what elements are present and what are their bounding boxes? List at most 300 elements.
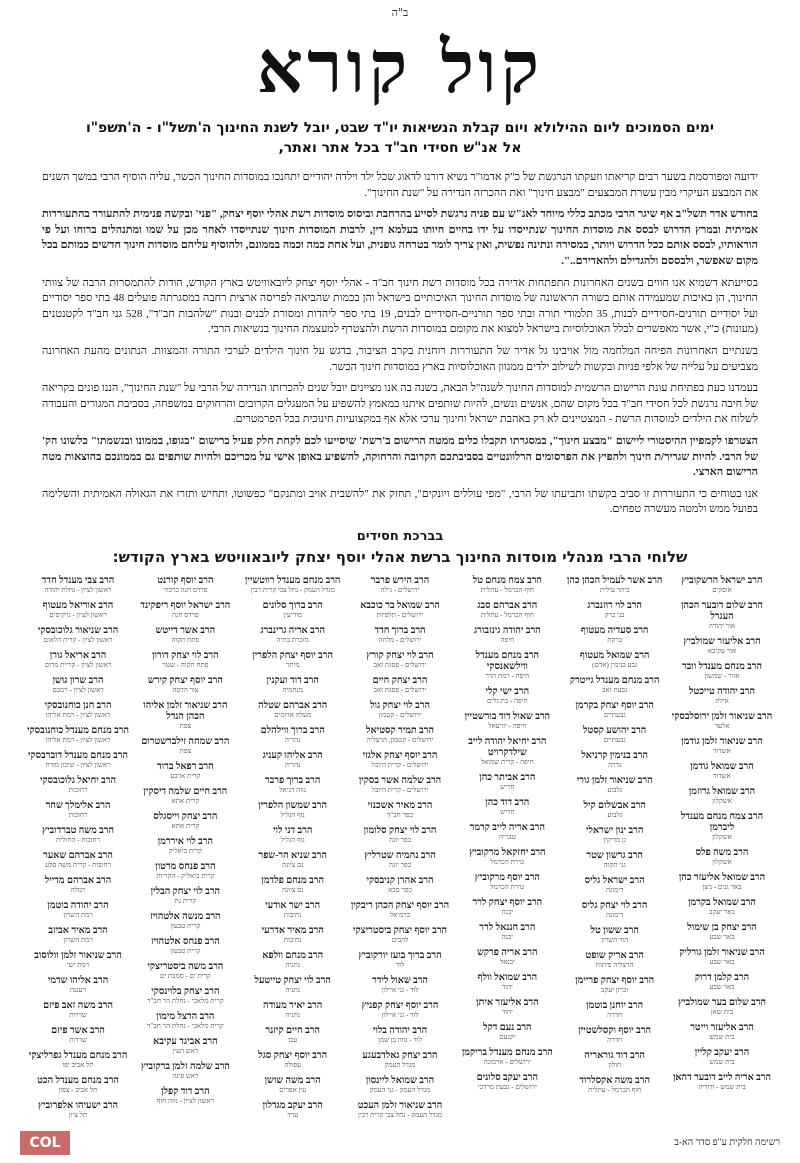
signatory-place: עפולה — [284, 1060, 302, 1069]
signatory-place: קרית גת — [174, 896, 197, 905]
signatory-place: מעלה אדומים — [274, 710, 312, 719]
signatory-place: חדרה — [607, 1010, 623, 1019]
signatory-name: הרב מאיר אשכנזי — [367, 799, 433, 811]
signatory-name: הרב יוחנן בוטמן — [586, 999, 644, 1011]
signatory-entry — [670, 1072, 774, 1092]
signatory-name: הרב יצחק בלוינסקי — [151, 985, 220, 997]
signatory-place: הרצליה פיתוח — [595, 960, 634, 969]
signatory-place: חיפה - בת גלים — [487, 696, 528, 705]
signatory-name: הרב שלמה אשר בסקין — [358, 774, 442, 786]
signatory-place: אשקלון — [712, 832, 732, 841]
signatory-name: הרב דוד כהן — [485, 796, 530, 808]
signatory-name: הרב יוסף יצחק הכהן ריבקין — [350, 899, 450, 911]
signatory-place: תל ציון — [68, 1110, 88, 1119]
signatory-entry — [670, 600, 774, 631]
signatory-name: הרב מאיר אדרעי — [261, 924, 324, 936]
signatory-name: הרב אביתר כהן — [479, 771, 536, 783]
signatory-place: גלבוע — [607, 785, 623, 794]
signatory-place: חוף הכרמל - עתלית — [588, 1085, 642, 1094]
signatory-place: קרית ים - סמבת ים — [159, 971, 211, 980]
signatory-place: ירושלים - תלפיות — [376, 610, 424, 619]
signatory-name: הרב יוסף יצחק קירש — [147, 674, 223, 686]
signatory-place: גבע בנימין (אדם) — [592, 660, 638, 669]
signatory-entry — [563, 625, 667, 645]
signatory-name: הרב יוסף יצחק סגל — [258, 1049, 328, 1061]
signatory-name: הרב אברהם שאער — [43, 849, 113, 861]
paragraph: בעמדנו כעת בפתיחת עונת הרישום הרשמית למוסדות החינוך לשנה"ל הבאה, בשנה בה אנו מציינים יובל שנים להכרזתו הנדירה של הרבי על "שנת החינוך", הננו פונים בקריאה של חיבה נרגשת לכל חסידי חב"ד בכל מקום שהם, אנשים ונשים, להיות שותפים איתנו במאמץ להשפיע על המעגלים הקרובים והרחוקים במשפחה, בסביבת המגורים והעבודה לשלוח את הילדים למוסדות הרשת - המצטיינים לא רק באהבת ישראל וחינוך ערכי אלא אף במקצועיות חינוכית בכל הפרמטרים. — [42, 382, 758, 426]
signatory-place: רחובות - קרית משה סלע — [45, 860, 111, 869]
signatory-place: גבעתיים — [603, 710, 626, 719]
signatory-name: הרב שמחה זילברשטרום — [141, 735, 230, 747]
signatory-name: הרב יהודה בוטמן — [47, 899, 109, 911]
signatory-entry — [563, 925, 667, 945]
signatory-entry — [670, 636, 774, 656]
signatory-name: הרב אברהם מדייל — [44, 874, 112, 886]
signatory-place: לוד - גני איילון — [381, 1010, 419, 1019]
signatory-name: הרב אליעזר שמולביץ — [683, 635, 761, 647]
signatory-entry — [670, 897, 774, 917]
signatory-name: הרב יוסף מרקוביץ — [474, 871, 540, 883]
signatory-entry — [348, 975, 452, 995]
signatory-place: אופקים — [712, 585, 732, 594]
signatory-place: פתח תקוה - שטר — [162, 660, 209, 669]
signatory-name: הרב קלמן דרוק — [694, 971, 750, 983]
signatory-entry — [670, 872, 774, 892]
signatory-name: הרב יוסף וקסלשטיין — [578, 1024, 651, 1036]
signatory-entry — [26, 1075, 130, 1095]
signatory-entry — [133, 836, 237, 856]
signatory-place: פתח תקוה — [171, 635, 200, 644]
signatory-name: הרב ברוך חדד — [374, 624, 426, 636]
subtitle-line-2: אל אנ"ש חסידי חב"ד בכל אתר ואתר, — [278, 140, 522, 156]
signatory-entry — [26, 775, 130, 795]
signatory-name: הרב אוריאל מעטוף — [42, 599, 114, 611]
signatory-name: הרב לוי רוזנברג — [587, 599, 642, 611]
signatory-entry — [670, 736, 774, 756]
paragraph: בשנתיים האחרונות הפיחה המלחמה מול אויבינו גל אדיר של התעוררות רוחנית בקרב הציבור, בדגש על חינוך הילדים לערכי התורה והמצוות. הנתונים מהעת האחרונה מצביעים על עלייה של אלפי פניות ובקשות לשילוב ילדים ממגוון האוכלוסיות בארץ במוסדות חינוך הכשר. — [42, 344, 758, 373]
signatory-name: הרב שלום בער שמולביץ — [677, 996, 767, 1008]
signatory-name: הרב שניאור זלמן אליהו הכהן הנדל — [143, 699, 228, 722]
signatory-entry — [241, 900, 345, 920]
signatory-name: הרב הירש פרבר — [370, 574, 430, 586]
signatory-entry — [241, 1050, 345, 1070]
signatory-entry — [133, 600, 237, 620]
signatory-entry — [563, 875, 667, 895]
signatory-name: הרב ברוך ווילהלם — [260, 724, 325, 736]
signatory-name: הרב יעקב קליין — [694, 1046, 750, 1058]
signatory-entry — [563, 850, 667, 870]
signatory-name: הרב מנחם מענדל גייטרק — [569, 674, 660, 686]
signatory-name: הרב ישראל גליס — [584, 874, 645, 886]
signatory-entry — [348, 950, 452, 970]
signatory-entry — [348, 1025, 452, 1045]
signatory-entry — [348, 825, 452, 845]
signatory-place: קרית אתא — [171, 796, 200, 805]
signatory-entry — [241, 1075, 345, 1095]
signatory-entry — [241, 825, 345, 845]
signatory-place: בני ברק — [604, 610, 625, 619]
signatory-entry — [563, 675, 667, 695]
signatory-name: הרב שאול לידר — [372, 974, 428, 986]
signatory-name: הרב לוי יצחק סלומון — [363, 824, 437, 836]
signatory-name: הרב אריה פרקש — [477, 946, 538, 958]
signatory-name: הרב יצחק בן שימול — [687, 921, 757, 933]
signatory-place: ירושלים - מלחה — [378, 635, 422, 644]
signatory-place: טבריה — [498, 832, 516, 841]
signatory-place: זכרון יעקב — [601, 985, 629, 994]
signatory-place: ירושלים - ארמונה — [483, 1057, 531, 1066]
signatory-place: ראשון לציון - קרית הלאום — [43, 635, 113, 644]
signatory-place: יבנה — [501, 932, 514, 941]
signatory-place: חיפה - רמת הדר — [485, 671, 530, 680]
signatory-name: הרב חיים קיזנר — [265, 1024, 320, 1036]
signatory-place: אשקלון — [712, 796, 732, 805]
signatory-entry — [348, 600, 452, 620]
signatory-entry — [241, 875, 345, 895]
signatory-place: מנחמיה — [282, 685, 303, 694]
signatory-name: הרב בנימין קרניאל — [581, 749, 649, 761]
signatory-name: הרב יוסף יצחק ביסטריצקי — [352, 924, 448, 936]
signatory-place: גבעת זאב — [602, 685, 628, 694]
signatory-name: הרב צמח מנחם טל — [472, 574, 542, 586]
signatory-place: ירושלים - קטמון — [378, 710, 422, 719]
signatory-place: ראשון לציון - רמת אליהו — [45, 735, 111, 744]
signatory-name: הרב ישר אודעי — [265, 899, 321, 911]
signatory-name: הרב ישעיהו אלפרוביץ — [38, 1099, 119, 1111]
signatory-entry — [455, 972, 559, 992]
signatory-entry — [26, 900, 130, 920]
signatory-entry — [670, 811, 774, 842]
signatory-name: הרב שלמה זלמן ברקוביץ — [140, 1060, 230, 1072]
signatory-name: הרב שניאור זלמן וולוסוב — [34, 949, 122, 961]
signatory-name: הרב הרצל מימון — [156, 1010, 215, 1022]
signatory-place: חיפה — [500, 635, 515, 644]
signatory-name: הרב יצחק גאלדבעגע — [362, 1049, 438, 1061]
signatory-name: הרב אהרן קניבסקי — [366, 874, 434, 886]
signatory-place: ירושלים - גבעת מרדכי — [477, 1082, 537, 1091]
signatory-entry — [26, 650, 130, 670]
signatory-entry — [670, 786, 774, 806]
signatory-place: באר שבע — [709, 932, 735, 941]
signatory-name: הרב יוסף יצחק בקרמן — [575, 699, 654, 711]
signatory-entry — [241, 950, 345, 970]
signatory-name: הרב יוסף יצחק הלפרין — [252, 649, 334, 661]
signatory-place: נוף הגליל — [280, 810, 305, 819]
signatory-name: הרב מנחם וולפא — [262, 949, 324, 961]
signatory-place: ראשון לציון - שיכון מזרח — [45, 760, 111, 769]
blessing-line-1: בברכת חסידים — [356, 528, 444, 544]
signatory-entry — [241, 600, 345, 620]
signatory-name: הרב אריה גרינברג — [260, 624, 325, 636]
signatory-name: הרב מנחם מענדל ווילשאנסקי — [475, 649, 540, 672]
signatory-name: הרב מאיר אביזב — [48, 924, 108, 936]
signatory-name: הרב לוי יצחק הבלין — [150, 885, 221, 897]
body-text — [42, 170, 758, 518]
signatory-entry — [455, 922, 559, 942]
signatory-name: הרב ברוך סלונים — [262, 599, 323, 611]
signatory-place: שדרות — [69, 1010, 87, 1019]
signatory-name: הרב פנחס אלטהויז — [150, 935, 220, 947]
signatory-entry — [455, 625, 559, 645]
signatory-name: הרב אריאל גורן — [49, 649, 107, 661]
signatory-name: הרב ינון ישראלי — [585, 824, 644, 836]
signatory-name: הרב אברהם סבג — [477, 599, 538, 611]
footnote: רשימה חלקית ע"פ סדר הא-ב — [674, 1137, 780, 1148]
signatory-place: קרית מלאכי - נחלת הר חב"ד — [147, 996, 224, 1005]
signatory-entry — [133, 736, 237, 756]
signatory-place: כפר יונה — [388, 835, 412, 844]
signatory-place: ירושלים - קטמון, הרצליה — [366, 735, 434, 744]
signatory-entry — [348, 1075, 452, 1095]
signatory-name: הרב דוד ועקנין — [266, 674, 319, 686]
signatory-place: קרית מלאכי - נחלת הר חב"ד — [147, 1021, 224, 1030]
signatory-entry — [455, 575, 559, 595]
signatory-entry — [348, 650, 452, 670]
signatory-entry — [133, 575, 237, 595]
signatory-place: תל אביב - צפון — [58, 1085, 98, 1094]
signatory-place: נהריה — [284, 735, 301, 744]
signatory-entry — [133, 861, 237, 881]
signatory-place: כפר סבא — [388, 885, 412, 894]
signatory-entry — [670, 997, 774, 1017]
signatory-name: הרב שאול דוד בורשטיין — [464, 710, 551, 722]
signatory-column — [563, 575, 667, 1100]
signatory-entry — [241, 850, 345, 870]
signatory-entry — [133, 1061, 237, 1081]
signatory-place: נהריה — [284, 760, 301, 769]
signatory-name: הרב משה ביסטריצקי — [147, 960, 224, 972]
signatory-name: הרב אריה לייב דובער דהאן — [672, 1071, 772, 1083]
paragraph: בחודש אדר תשל"ב אף שיגר הרבי מכתב כללי מיוחד לאנ"ש עם פניה נרגשת לסייע בהרחבת וביסוס מוסדות רשת אהלי יוסף יצחק, "פני' ובקשה פנימית להתעורר בהתעוררות אמיתית ובמרץ הדרוש לבסס את מוסדות החינוך שנתייסדו על ידו בחיים חיותו בעלמא דין, לרבות המוסדות חינוך שנתייסדו לאחר מכן על שמו ומתנהלים ברוחו ועל פי הוראותיו, לבסס אותם ככל הדרוש ויותר, במסירה ונתינה נפשית, ואין צריך לומר בטרחה גופנית, ועל אחת כמה וכמה בממונם, ולהוסיף עליהם מוסדות חינוך חדשים כמותם בכל מקום שאפשר, ולבססם ולהגדילם ולהאדירם..". — [42, 208, 758, 267]
signatory-name: הרב שמואל אליעזר כהן — [678, 871, 766, 883]
signatory-place: נתיבות — [283, 935, 302, 944]
signatory-place: קרית טבעון — [170, 921, 201, 930]
signatory-name: הרב אליעזר איתן — [476, 996, 539, 1008]
signatory-entry — [26, 1050, 130, 1070]
signatory-place: חדרה — [607, 1035, 623, 1044]
signatory-place: לוד - נווה בן שמן — [378, 1035, 422, 1044]
signatory-entry — [455, 1047, 559, 1067]
signatory-name: הרב דני לוי — [273, 824, 313, 836]
signatory-place: רמלה — [70, 885, 86, 894]
signatory-entry — [670, 575, 774, 595]
signatory-place: באר גנים - ניצן — [702, 882, 742, 891]
signatory-entry — [563, 650, 667, 670]
signatory-place: יהוד — [501, 982, 513, 991]
signatory-entry — [26, 750, 130, 770]
signatory-name: הרב אליעזר וייטר — [690, 1021, 754, 1033]
signatory-place: באר שבע — [709, 957, 735, 966]
signatory-name: הרב יוסף יצחק לרר — [472, 896, 543, 908]
signatory-place: ראש העין — [172, 1046, 199, 1055]
signatory-place: ראשון לציון - רמבם — [52, 685, 104, 694]
signatory-entry — [455, 897, 559, 917]
signatory-entry — [26, 875, 130, 895]
signatory-entry — [133, 675, 237, 695]
signatory-entry — [348, 700, 452, 720]
signatory-place: יבנה — [501, 907, 514, 916]
signatory-name: הרב ששון טל — [590, 924, 639, 936]
signatory-place: ירושלים - פסגת זאב — [373, 660, 427, 669]
signatory-entry — [670, 711, 774, 731]
signatory-entry — [670, 1047, 774, 1067]
signatory-name: הרב יחיאל גלוכובסקי — [40, 774, 117, 786]
signatory-place: מזכרת בתיה — [276, 635, 309, 644]
signatory-name: הרב דוד קפלן — [161, 1085, 210, 1097]
signatory-name: הרב סעדיה מעטוף — [580, 624, 649, 636]
signatory-entry — [241, 1025, 345, 1045]
signatory-name: הרב אריה לייב קרמר — [469, 821, 546, 833]
signatory-entry — [563, 725, 667, 745]
signatory-entry — [26, 925, 130, 945]
signatory-entry — [563, 700, 667, 720]
signatory-place: מגדל העמק - גני העמק — [369, 1085, 431, 1094]
signatory-place: ראשון לציון - נווה חוף — [156, 1096, 215, 1105]
signatory-name: הרב לוי יצחק דורון — [152, 649, 219, 661]
signatory-place: חוף הכרמל - עתלית — [480, 610, 534, 619]
signatory-place: חריש — [500, 782, 515, 791]
signatory-name: הרב שניאור זלמן גורי — [576, 774, 653, 786]
signatory-entry — [455, 600, 559, 620]
signatory-name: הרב מנחם מענדל וובר — [681, 660, 763, 672]
signatory-name: הרב שניאור זלמן גורליק — [679, 946, 765, 958]
signatory-name: הרב שמואל בר כוכבא — [360, 599, 440, 611]
signatory-entry — [455, 772, 559, 792]
signatory-entry — [241, 650, 345, 670]
blessing-line-2: שלוחי הרבי מנהלי מוסדות החינוך ברשת אהלי יוסף יצחק ליובאוויטש בארץ הקודש: — [112, 547, 688, 566]
signatory-entry — [455, 686, 559, 706]
signatory-place: גני תקוה — [603, 860, 626, 869]
signatory-entry — [26, 625, 130, 645]
signatory-entry — [133, 986, 237, 1006]
signatory-entry — [241, 725, 345, 745]
signatory-name: הרב אשר דייטש — [155, 624, 216, 636]
signatory-place: ערד — [287, 1110, 299, 1119]
signatory-entry — [348, 725, 452, 745]
signatory-place: ראשון לציון - נרקיסים — [49, 610, 107, 619]
signatory-name: הרב יוסף יצחק אלגזי — [362, 749, 438, 761]
signatory-entry — [348, 800, 452, 820]
signatory-name: הרב חננאל לרר — [479, 921, 536, 933]
signatory-place: קרית ארבע — [170, 771, 201, 780]
signatory-name: הרב לוי יצחק גליס — [581, 899, 648, 911]
signatory-name: הרב משה אקסלרוד — [579, 1074, 650, 1086]
signatory-name: הרב שניאור זלמן ירוסלבסקי — [671, 710, 773, 722]
signatory-place: בית שמש — [709, 1032, 735, 1041]
signatory-place: מגדל העמק - נחל צבי קרית רבין — [357, 1110, 443, 1119]
signatory-place: להבים — [391, 935, 409, 944]
signatory-entry — [455, 1022, 559, 1042]
signatory-entry — [563, 1050, 667, 1070]
signatory-name: הרב תמיר קסטיאל — [366, 724, 434, 736]
signatory-entry — [348, 575, 452, 595]
signatory-name: הרב שמשון הלפרין — [258, 799, 328, 811]
signatory-entry — [348, 1050, 452, 1070]
signatory-name: הרב צבי מענדל חדד — [41, 574, 115, 586]
signatory-entry — [26, 725, 130, 745]
signatory-entry — [348, 900, 452, 920]
signatory-name: הרב ברוך בועז יורקוביץ — [358, 949, 442, 961]
watermark-logo: COL — [20, 1131, 70, 1155]
signatory-name: הרב מנחם מענדל רווטשיין — [244, 574, 341, 586]
signatory-name: הרב מנחם מענדל גפרליצקי — [28, 1049, 128, 1061]
signatory-place: טירת הכרמל — [490, 857, 525, 866]
signatory-entry — [670, 1022, 774, 1042]
signatory-place: ראשון לציון - קריית מרום — [44, 660, 112, 669]
signatory-entry — [241, 800, 345, 820]
bh-header: ב"ה — [391, 6, 409, 19]
signatory-entry — [455, 1072, 559, 1092]
paragraph: אנו בטוחים כי התעוררות זו סביב בקשתו ותביעתו של הרבי, "מפי עוללים ויונקים", תחזק את "להשבית אויב ומתנקם" כפשוטו, ותחיש ותזרז את הגאולה האמיתית והשלימה בפועל ממש ולמטה מעשרה טפחים. — [42, 487, 758, 516]
signatory-place: קרית אתא — [171, 821, 200, 830]
signatory-entry — [348, 775, 452, 795]
signatory-name: הרב מנחם מענדל דוברבסקי — [28, 749, 129, 761]
signatory-name: הרב משה טברדוביץ — [42, 824, 115, 836]
signatory-place: עכו — [288, 1035, 298, 1044]
signatory-place: באר שבע — [709, 982, 735, 991]
signatory-place: שדרות — [69, 1035, 87, 1044]
signatory-place: ירושלים - פסגת זאב — [373, 685, 427, 694]
signatory-entry — [26, 950, 130, 970]
signatory-place: יקנעם — [499, 1032, 516, 1041]
signatory-entry — [26, 700, 130, 720]
signatory-place: אילת — [715, 696, 729, 705]
signatory-entry — [455, 997, 559, 1017]
signatory-entry — [241, 1100, 345, 1120]
signatory-column — [241, 575, 345, 1125]
signatory-entry — [348, 750, 452, 770]
signatory-entry — [241, 625, 345, 645]
signatory-place: כפר יונה — [388, 860, 412, 869]
signatory-name: הרב לוי יצחק טייטעל — [254, 974, 331, 986]
signatory-place: חוף הכרמל - עתלית — [480, 585, 534, 594]
signatory-name: הרב שמואל ליינסון — [365, 1074, 435, 1086]
signatory-place: תל אביב יפו — [62, 1060, 94, 1069]
signatory-place: קרית טבעון — [170, 946, 201, 955]
signatory-entry — [26, 975, 130, 995]
signatory-place: פרדס חנה כרכור — [163, 585, 208, 594]
signatory-name: הרב אלימלך שחר — [45, 799, 111, 811]
signatory-place: נתניה — [285, 985, 301, 994]
signatory-entry — [563, 750, 667, 770]
signatory-place: גן מדיקין — [603, 835, 626, 844]
signatory-entry — [26, 600, 130, 620]
signatory-entry — [348, 850, 452, 870]
signatory-entry — [26, 825, 130, 845]
signatory-entry — [26, 800, 130, 820]
signatory-place: ירושלים - גילה — [380, 585, 420, 594]
subtitle — [30, 118, 770, 158]
signatory-name: הרב מנשה אלטהויז — [150, 910, 221, 922]
signatory-entry — [26, 575, 130, 595]
signatory-entry — [563, 800, 667, 820]
signatory-name: הרב לוי יצחק קורץ — [366, 649, 434, 661]
signatory-place: ירושלים - קרית היובל — [371, 760, 429, 769]
signatory-place: מודיעין — [283, 610, 303, 619]
signatory-name: הרב גרשון שטר — [586, 849, 643, 861]
signatory-column — [348, 575, 452, 1125]
signatory-entry — [563, 1025, 667, 1045]
signatory-name: הרב לוי יצחק גול — [370, 699, 430, 711]
signatory-place: גדרה — [608, 760, 622, 769]
signatory-entry — [670, 761, 774, 781]
signatory-place: רחובות — [68, 785, 88, 794]
signatory-entry — [133, 1011, 237, 1031]
signatory-place: קרית ביאליק - הקריות — [156, 871, 215, 880]
signatory-entry — [563, 775, 667, 795]
signatory-entry — [241, 975, 345, 995]
signatory-place: ראשון לציון - נחלת יהודה — [44, 585, 112, 594]
